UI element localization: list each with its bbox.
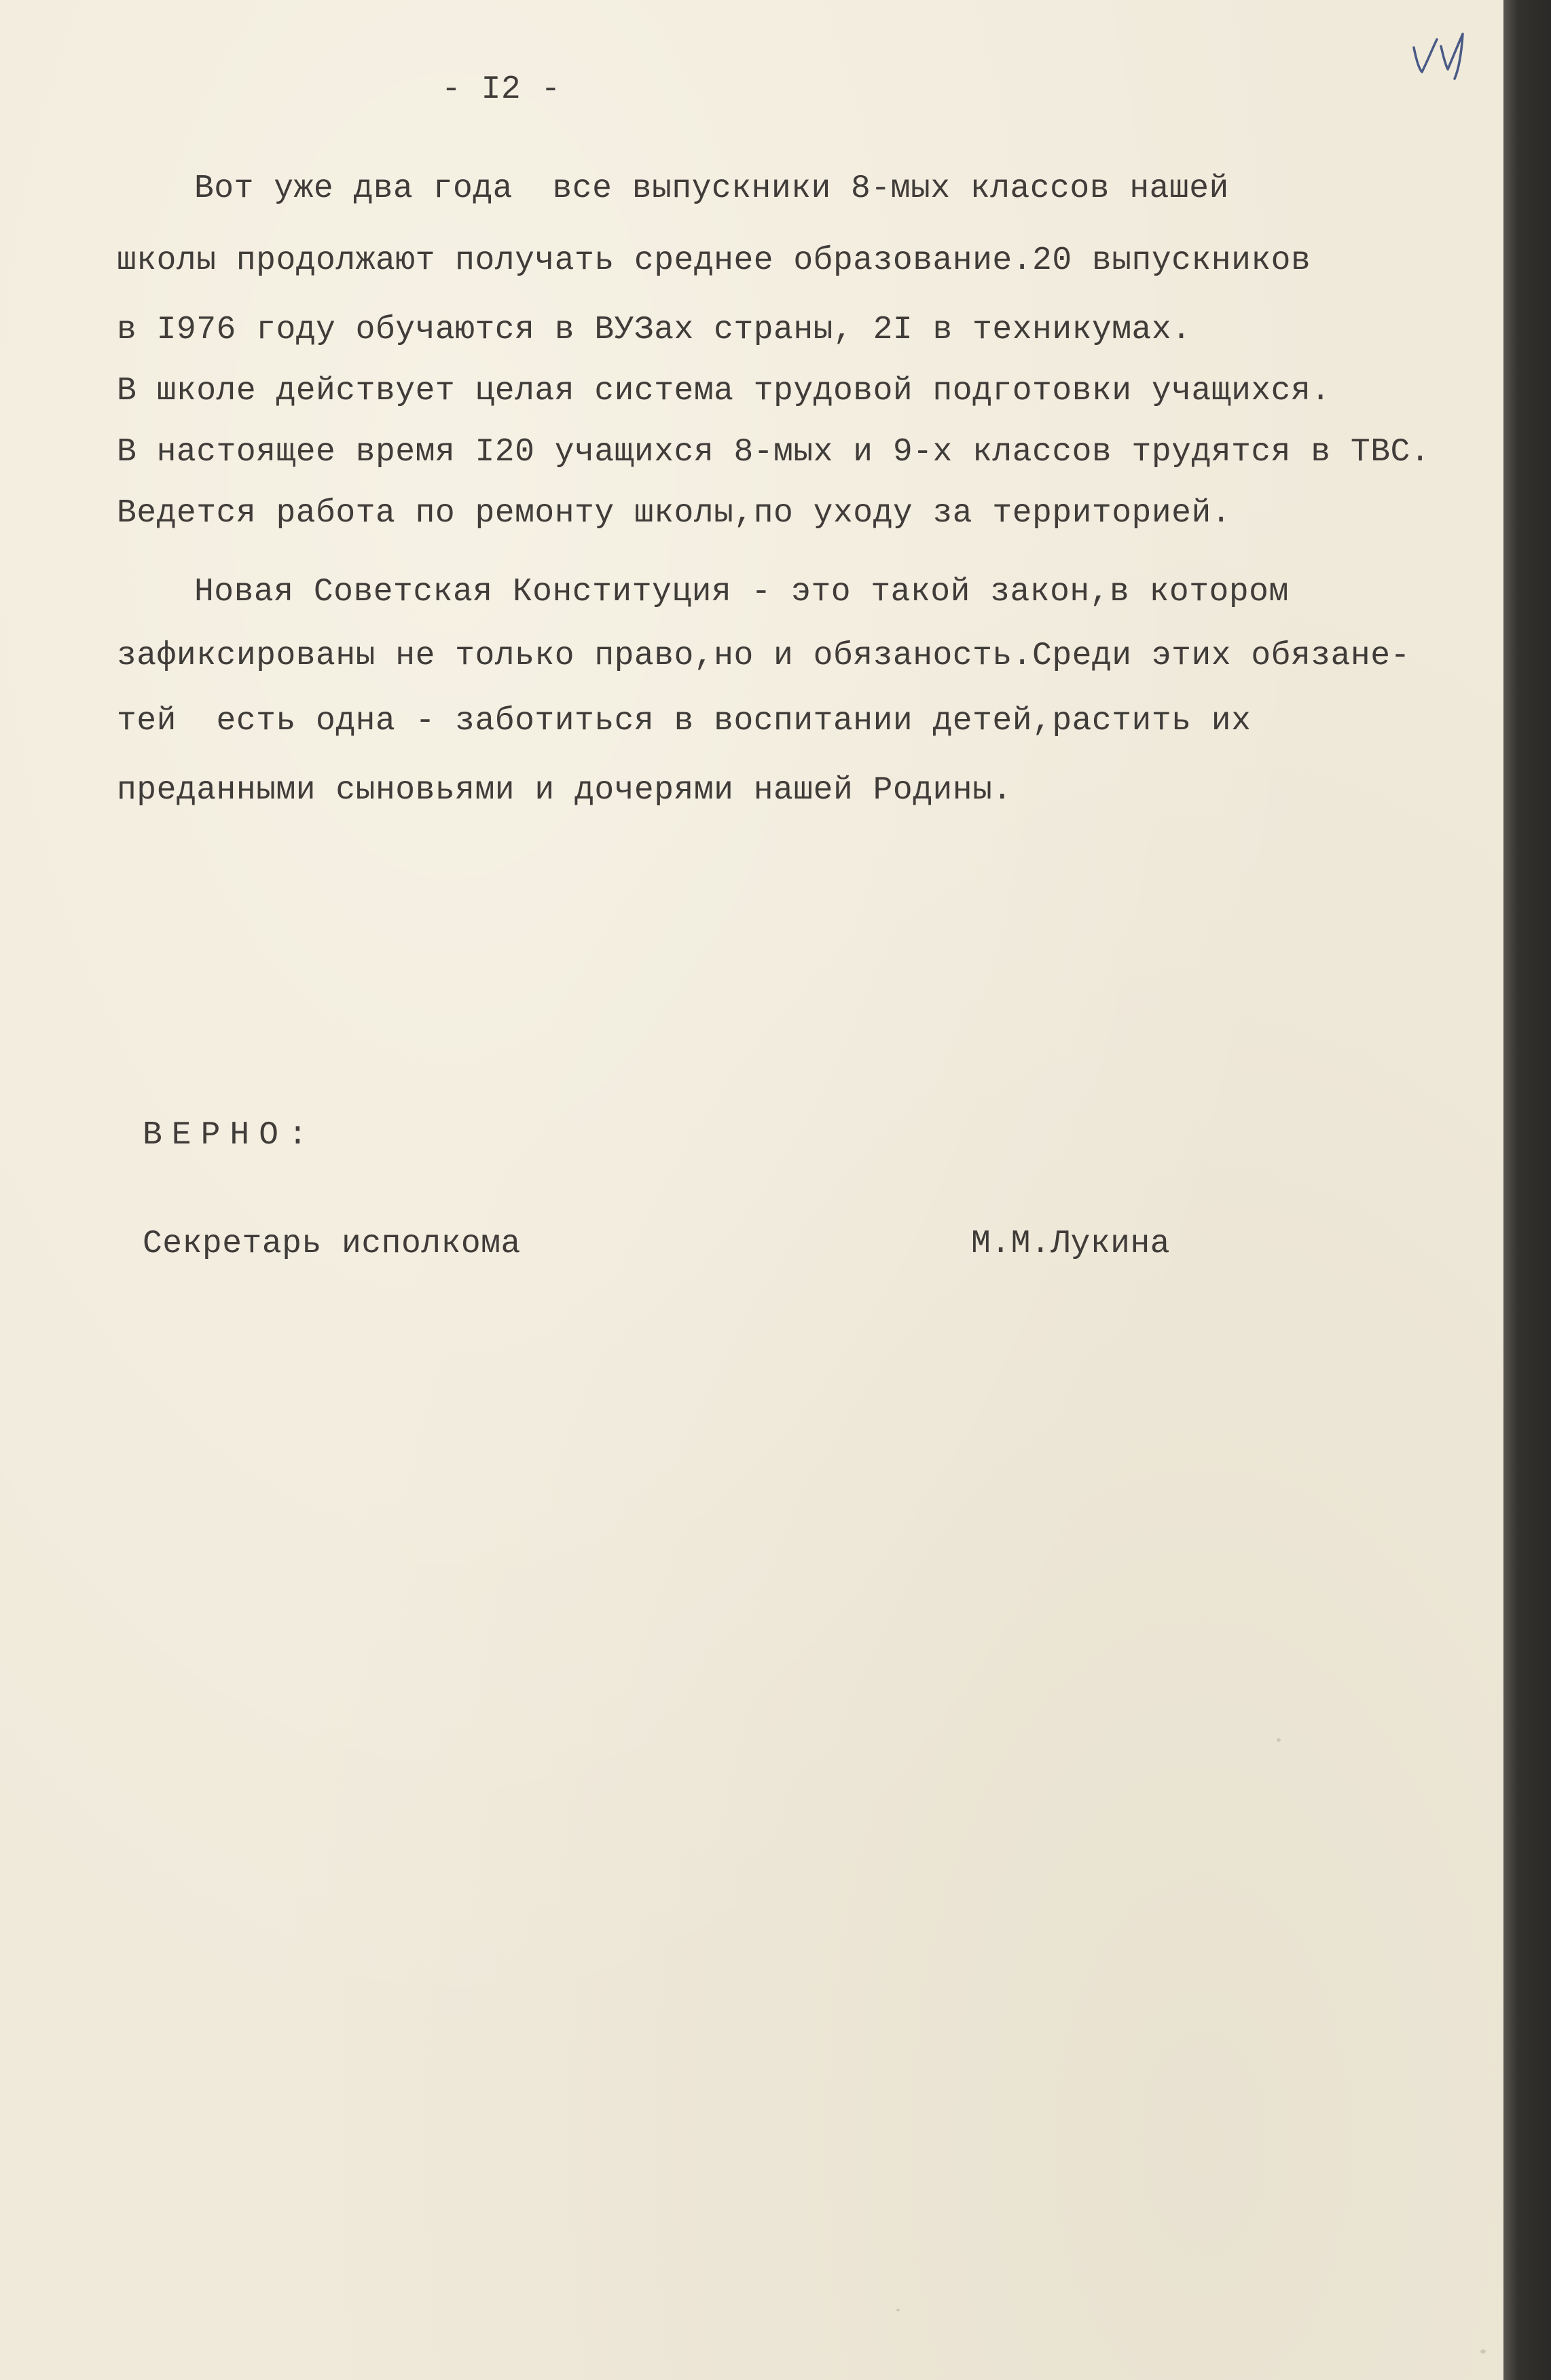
paragraph2-line-4: преданными сыновьями и дочерями нашей Родины. (117, 772, 1012, 809)
paragraph2-line-2: зафиксированы не только право,но и обязаность.Среди этих обязане- (117, 638, 1410, 674)
page-edge-shadow (1503, 0, 1551, 2380)
handwritten-mark (1407, 27, 1482, 81)
paragraph2-line-1: Новая Советская Конституция - это такой закон,в котором (194, 574, 1289, 610)
paper-speck (896, 2309, 900, 2311)
paragraph2-line-3: тей есть одна - заботиться в воспитании детей,растить их (117, 703, 1252, 739)
paragraph1-line-4: В школе действует целая система трудовой подготовки учащихся. (117, 373, 1331, 409)
paper-speck (1277, 1738, 1281, 1742)
page-number: - I2 - (441, 71, 561, 108)
paragraph1-line-3: в I976 году обучаются в ВУЗах страны, 2I в техникумах. (117, 312, 1192, 348)
paragraph1-line-5: В настоящее время I20 учащихся 8-мых и 9-х классов трудятся в ТВС. (117, 434, 1431, 471)
paragraph1-line-1: Вот уже два года все выпускники 8-мых классов нашей (194, 170, 1229, 207)
paragraph1-line-2: школы продолжают получать среднее образование.20 выпускников (117, 242, 1311, 279)
signatory-name: М.М.Лукина (971, 1226, 1171, 1262)
signatory-title: Секретарь исполкома (143, 1226, 521, 1262)
paragraph1-line-6: Ведется работа по ремонту школы,по уходу за территорией. (117, 495, 1232, 532)
paper-speck (1480, 2349, 1486, 2354)
certification-label: ВЕРНО: (143, 1117, 317, 1154)
